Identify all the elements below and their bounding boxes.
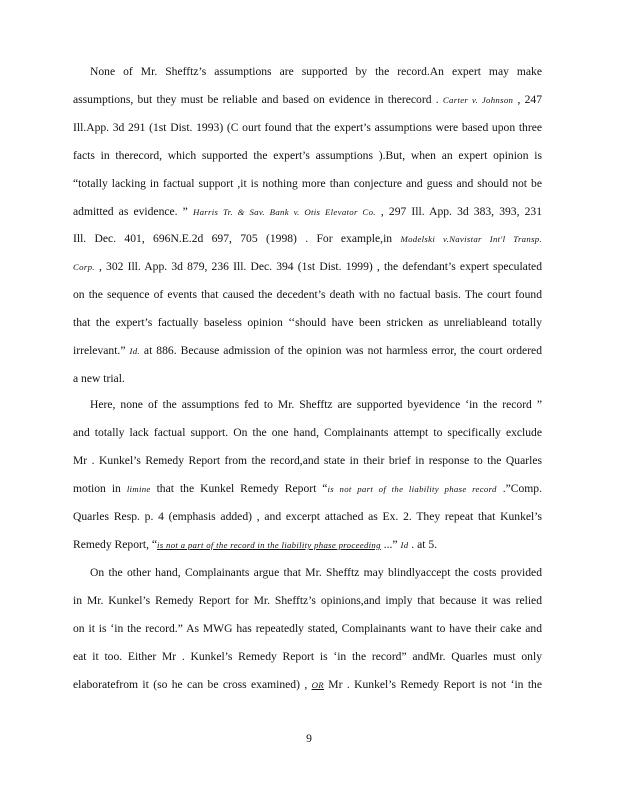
text-run: elaboratefrom it (so he can be cross examined) , — [73, 678, 312, 691]
text-line — [73, 287, 542, 303]
text-line — [73, 649, 542, 665]
text-line — [73, 537, 542, 553]
text-run: that the expert’s factually baseless opinion ‘‘should have been stricken as unreliableand totally — [73, 316, 542, 329]
citation-text: is not part of the liability phase record — [327, 484, 497, 494]
text-line — [73, 425, 542, 441]
text-run: On the other hand, Complainants argue that Mr. Shefftz may blindlyaccept the costs provided — [90, 566, 542, 579]
citation-text: Corp. — [73, 262, 95, 272]
text-run: . at 5. — [408, 538, 438, 551]
text-line — [73, 120, 542, 136]
text-run: Mr . Kunkel’s Remedy Report is not ‘in the — [323, 678, 542, 691]
citation-text: Modelski v.Navistar Int'l Transp. — [400, 234, 542, 244]
citation-text: Harris Tr. & Sav. Bank v. Otis Elevator Co. — [192, 207, 376, 217]
text-line — [73, 593, 542, 609]
text-line — [73, 176, 542, 192]
text-line — [90, 397, 542, 413]
page-number: 9 — [306, 732, 312, 745]
text-line — [73, 315, 542, 331]
citation-text: OR — [311, 680, 324, 690]
citation-text: Carter v. Johnson — [442, 95, 514, 105]
text-line — [73, 343, 542, 359]
text-line — [73, 481, 542, 497]
text-run: on it is ‘in the record.” As MWG has repeatedly stated, Complainants want to have their cake and — [73, 622, 542, 635]
text-run: Mr . Kunkel’s Remedy Report from the record,and state in their brief in response to the Quarles — [73, 454, 542, 467]
text-run: eat it too. Either Mr . Kunkel’s Remedy Report is ‘in the record” andMr. Quarles must only — [73, 650, 542, 663]
text-line — [73, 231, 542, 247]
text-run: Remedy Report, “ — [73, 538, 158, 551]
text-line — [73, 677, 542, 693]
text-line — [73, 621, 542, 637]
text-run: a new trial. — [73, 372, 125, 385]
text-run: .”Comp. — [496, 482, 542, 495]
text-line — [73, 204, 542, 220]
text-run: that the Kunkel Remedy Report “ — [150, 482, 328, 495]
citation-text: is not a part of the record in the liability phase proceeding — [157, 540, 381, 550]
text-line — [73, 509, 542, 525]
text-line — [73, 371, 542, 387]
text-run: Ill.App. 3d 291 (1st Dist. 1993) (C ourt found that the expert’s assumptions were based upon three — [73, 121, 542, 134]
text-run: at 886. Because admission of the opinion was not harmless error, the court ordered — [139, 344, 543, 357]
text-run: admitted as evidence. ” — [73, 205, 193, 218]
text-line — [90, 64, 542, 80]
text-line — [73, 453, 542, 469]
text-run: Ill. Dec. 401, 696N.E.2d 697, 705 (1998) . For example,in — [73, 232, 401, 245]
text-run: facts in therecord, which supported the expert’s assumptions ).But, when an expert opinion is — [73, 149, 542, 162]
text-line — [73, 259, 542, 275]
text-run: Here, none of the assumptions fed to Mr. Shefftz are supported byevidence ‘in the record ” — [90, 398, 542, 411]
text-run: None of Mr. Shefftz’s assumptions are supported by the record.An expert may make — [90, 65, 542, 78]
citation-text: Id. — [129, 346, 140, 356]
text-run: on the sequence of events that caused the decedent’s death with no factual basis. The court found — [73, 288, 542, 301]
text-run: in Mr. Kunkel’s Remedy Report for Mr. Shefftz’s opinions,and imply that because it was relied — [73, 594, 542, 607]
text-line — [73, 92, 542, 108]
text-line — [73, 148, 542, 164]
citation-text: Id — [400, 540, 409, 550]
text-run: irrelevant.” — [73, 344, 130, 357]
text-line — [90, 565, 542, 581]
text-run: , 297 Ill. App. 3d 383, 393, 231 — [375, 205, 542, 218]
text-run: ...” — [380, 538, 401, 551]
text-run: motion in — [73, 482, 127, 495]
text-run: and totally lack factual support. On the one hand, Complainants attempt to specifically exclude — [73, 426, 542, 439]
text-run: , 247 — [513, 93, 543, 106]
text-run: “totally lacking in factual support ,it is nothing more than conjecture and guess and should not be — [73, 177, 542, 190]
text-run: , 302 Ill. App. 3d 879, 236 Ill. Dec. 394 (1st Dist. 1999) , the defendant’s expert speculated — [94, 260, 542, 273]
citation-text: limine — [126, 484, 151, 494]
text-run: Quarles Resp. p. 4 (emphasis added) , and excerpt attached as Ex. 2. They repeat that Kunkel’s — [73, 510, 542, 523]
text-run: assumptions, but they must be reliable and based on evidence in therecord . — [73, 93, 443, 106]
